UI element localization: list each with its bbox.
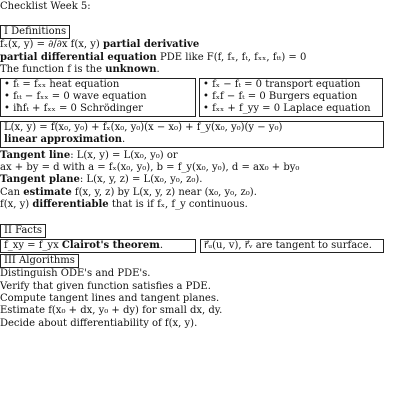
- equations-left-box: [0, 78, 196, 117]
- clairot-line: [4, 240, 192, 252]
- tangent-surface-box: [200, 239, 384, 253]
- clairot-term: Clairot's theorem: [61, 239, 160, 251]
- def-pde-term: partial differential equation: [0, 51, 157, 63]
- def-unknown-post: .: [156, 64, 160, 76]
- eq-schrodinger: • iħfₜ + fₓₓ = 0 Schrödinger: [4, 103, 143, 115]
- facts-boxes: [0, 239, 400, 253]
- eq-transport: • fₓ − fₜ = 0 transport equation: [203, 78, 361, 90]
- eq-heat: • fₜ = fₓₓ heat equation: [4, 78, 120, 90]
- clairot-box: [0, 239, 196, 253]
- lin-formula: L(x, y) = f(x₀, y₀) + fₓ(x₀, y₀)(x − x₀) + f_y(x₀, y₀)(y − y₀): [4, 121, 283, 133]
- def-pde: [0, 52, 400, 64]
- eq-burgers: • fₓf − fₜ = 0 Burgers equation: [203, 91, 358, 103]
- equation-boxes: [0, 78, 400, 117]
- algorithm-item: Decide about differentiability of f(x, y).: [0, 317, 198, 329]
- spacer: [0, 13, 400, 25]
- lin-label-term: linear approximation: [4, 134, 123, 146]
- section-heading-algorithms: III Algorithms: [0, 254, 79, 268]
- tangent-plane-rest: : L(x, y, z) = L(x₀, y₀, z₀).: [79, 174, 203, 186]
- section-heading-definitions: I Definitions: [0, 25, 70, 39]
- def-pde-rest: PDE like F(f, fₓ, fₜ, fₓₓ, fₜₜ) = 0: [160, 51, 307, 63]
- diff-pre: f(x, y): [0, 199, 30, 211]
- tangent-line: [0, 150, 400, 162]
- tangent-line-rest: : L(x, y) = L(x₀, y₀) or: [70, 149, 178, 161]
- def-partial-derivative-term: partial derivative: [103, 39, 200, 51]
- linear-approximation-box: [0, 121, 384, 148]
- tangent-line-term: Tangent line: [0, 149, 71, 161]
- def-unknown-pre: The function f is the: [0, 64, 103, 76]
- eq-laplace: • fₓₓ + f_yy = 0 Laplace equation: [203, 103, 371, 115]
- eq-wave: • fₜₜ − fₓₓ = 0 wave equation: [4, 91, 147, 103]
- tangent-plane-term: Tangent plane: [0, 174, 80, 186]
- lin-label-post: .: [122, 134, 126, 146]
- section-heading-facts: II Facts: [0, 224, 46, 238]
- estimate-line: [0, 187, 400, 199]
- equations-right-box: [199, 78, 383, 117]
- clairot-post: .: [159, 239, 163, 251]
- tangent-line-formula: ax + by = d with a = fₓ(x₀, y₀), b = f_y(x₀, y₀), d = ax₀ + by₀: [0, 162, 300, 174]
- differentiable-line: [0, 199, 400, 211]
- diff-term: differentiable: [32, 199, 109, 211]
- lin-label: [4, 134, 380, 146]
- def-unknown-term: unknown: [105, 64, 157, 76]
- algorithm-item: Verify that given function satisfies a PDE.: [0, 280, 211, 292]
- page-title: Checklist Week 5:: [0, 1, 91, 12]
- estimate-pre: Can: [0, 186, 21, 198]
- def-unknown: [0, 64, 400, 76]
- spacer: [0, 212, 400, 224]
- clairot-math: f_xy = f_yx: [4, 239, 59, 251]
- estimate-term: estimate: [23, 186, 72, 198]
- algorithm-item: Estimate f(x₀ + dx, y₀ + dy) for small dx, dy.: [0, 305, 223, 317]
- tangent-surface-line: r⃗ᵤ(u, v), r⃗ᵥ are tangent to surface.: [204, 239, 372, 251]
- estimate-rest: f(x, y, z) by L(x, y, z) near (x₀, y₀, z₀).: [74, 186, 257, 198]
- algorithm-item: Distinguish ODE's and PDE's.: [0, 268, 151, 280]
- tangent-plane: [0, 174, 400, 186]
- def-partial-derivative: [0, 39, 400, 51]
- diff-rest: that is if fₓ, f_y continuous.: [111, 199, 248, 211]
- algorithm-item: Compute tangent lines and tangent planes.: [0, 292, 220, 304]
- def-partial-derivative-math: fₓ(x, y) = ∂/∂x f(x, y): [0, 39, 100, 51]
